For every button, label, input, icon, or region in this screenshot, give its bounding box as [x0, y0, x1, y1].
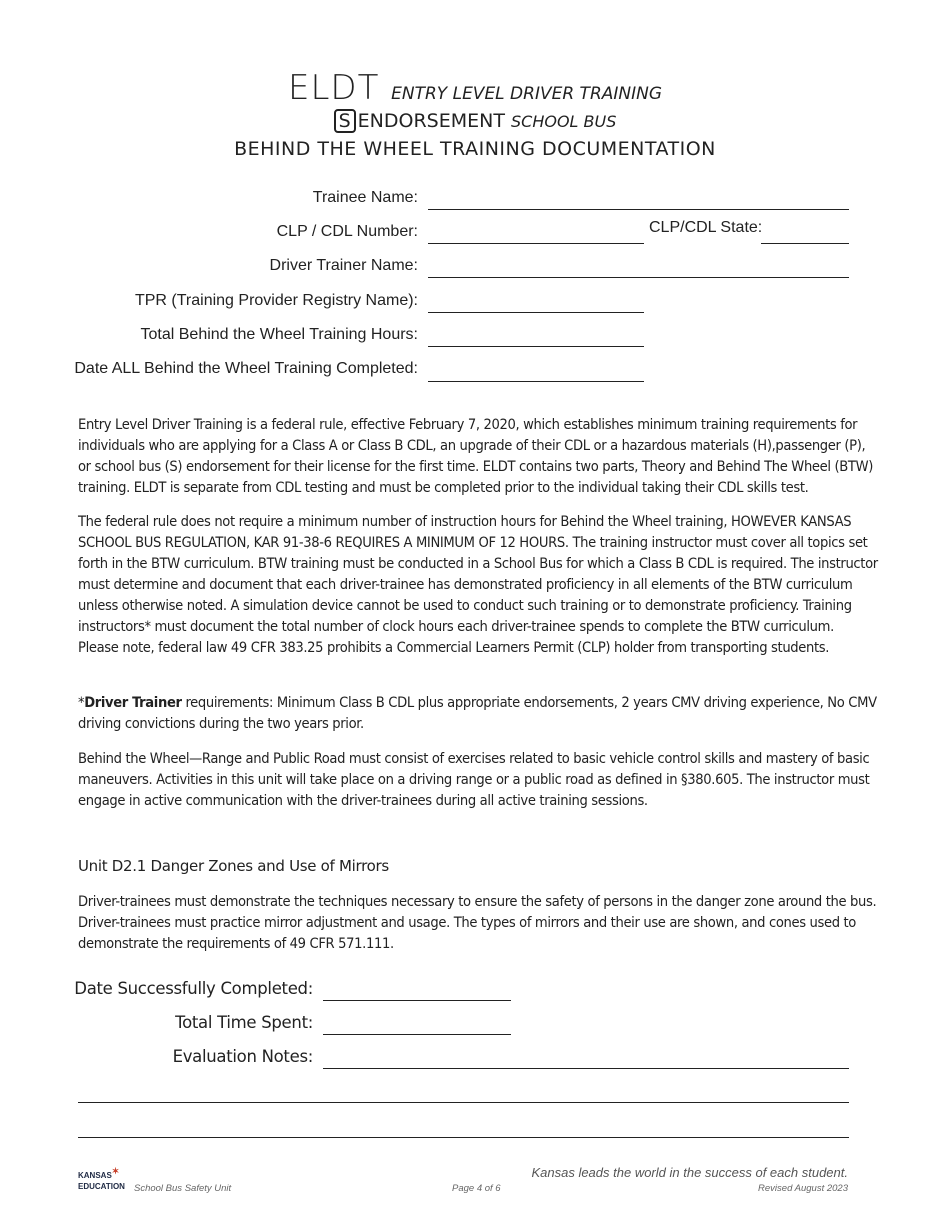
footnote-asterisk: * [78, 694, 85, 711]
driver-trainer-label: Driver Trainer Name: [269, 257, 418, 274]
total-hours-field[interactable] [428, 345, 644, 347]
logo-education: EDUCATION [78, 1182, 125, 1191]
driver-trainer-field[interactable] [428, 276, 849, 278]
date-completed-label: Date ALL Behind the Wheel Training Completed: [74, 360, 418, 377]
date-completed-field[interactable] [428, 380, 644, 382]
footer-page-number: Page 4 of 6 [452, 1183, 501, 1194]
eldt-intro-paragraph: Entry Level Driver Training is a federal rule, effective February 7, 2020, which establishes minimum training requirements for individuals who are applying for a Class A or Class B CDL, an upgrade of their CDL or a hazardous materials (H),passenger (P), or school bus (S) endorsement for their license for the first time. ELDT contains two parts, Theory and Behind The Wheel (BTW) training. ELDT is separate from CDL testing and must be completed prior to the individual taking their CDL skills test. [78, 416, 873, 496]
logo-kansas: KANSAS [78, 1171, 112, 1180]
unit-description: Driver-trainees must demonstrate the techniques necessary to ensure the safety of persons in the danger zone around the bus. Driver-trainees must practice mirror adjustment and usage. The types of mirrors and their use are shown, and cones used to demonstrate the requirements of 49 CFR 571.111. [78, 893, 877, 952]
unit-eval-notes-field[interactable] [323, 1067, 849, 1069]
footer-unit-name: School Bus Safety Unit [134, 1183, 232, 1194]
tpr-field[interactable] [428, 311, 644, 313]
tpr-label: TPR (Training Provider Registry Name): [134, 292, 418, 309]
eldt-title [0, 68, 950, 108]
footer-tagline: Kansas leads the world in the success of each student. [531, 1165, 848, 1180]
endorsement-word: ENDORSEMENT [357, 110, 505, 132]
clp-number-field[interactable] [428, 242, 644, 244]
trainee-name-label: Trainee Name: [312, 189, 418, 206]
footer-revised-date: Revised August 2023 [758, 1183, 848, 1194]
driver-trainer-requirements-text: requirements: Minimum Class B CDL plus appropriate endorsements, 2 years CMV driving experience, No CMV driving convictions during the two years prior. [78, 694, 877, 732]
document-title: BEHIND THE WHEEL TRAINING DOCUMENTATION [234, 138, 716, 160]
clp-number-label: CLP / CDL Number: [276, 223, 418, 240]
unit-time-spent-label: Total Time Spent: [175, 1013, 313, 1032]
unit-eval-notes-label: Evaluation Notes: [172, 1047, 313, 1066]
driver-trainer-bold: Driver Trainer [84, 694, 182, 711]
endorsement-title [0, 109, 950, 133]
unit-date-completed-field[interactable] [323, 999, 511, 1001]
unit-title: Unit D2.1 Danger Zones and Use of Mirrors [78, 857, 389, 875]
unit-date-completed-label: Date Successfully Completed: [74, 979, 313, 998]
clp-state-field[interactable] [761, 242, 849, 244]
trainee-name-field[interactable] [428, 208, 849, 210]
endorsement-letter-box: S [334, 109, 356, 133]
eldt-subtitle: ENTRY LEVEL DRIVER TRAINING [391, 84, 663, 104]
unit-time-spent-field[interactable] [323, 1033, 511, 1035]
range-public-road-paragraph: Behind the Wheel—Range and Public Road must consist of exercises related to basic vehicle control skills and mastery of basic maneuvers. Activities in this unit will take place on a driving range or a public road as defined in §380.605. The instructor must engage in active communication with the driver-trainees during all active training sessions. [78, 750, 870, 809]
eldt-acronym: ELDT [287, 68, 380, 108]
total-hours-label: Total Behind the Wheel Training Hours: [140, 326, 418, 343]
logo-star-icon: ✶ [111, 1166, 120, 1176]
endorsement-subtitle: SCHOOL BUS [511, 112, 617, 131]
kansas-education-logo [78, 1166, 125, 1192]
clp-state-label: CLP/CDL State: [649, 219, 763, 236]
driver-trainer-requirements-paragraph [78, 692, 878, 734]
unit-eval-notes-line-3[interactable] [78, 1136, 849, 1138]
unit-eval-notes-line-2[interactable] [78, 1101, 849, 1103]
btw-rule-paragraph: The federal rule does not require a minimum number of instruction hours for Behind the Wheel training, HOWEVER KANSAS SCHOOL BUS REGULATION, KAR 91-38-6 REQUIRES A MINIMUM OF 12 HOURS. The training instructor must cover all topics set forth in the BTW curriculum. BTW training must be conducted in a School Bus for which a Class B CDL is required. The instructor must determine and document that each driver-trainee has demonstrated proficiency in all elements of the BTW curriculum unless otherwise noted. A simulation device cannot be used to conduct such training or to demonstrate proficiency. Training instructors* must document the total number of clock hours each driver-trainee spends to complete the BTW curriculum. Please note, federal law 49 CFR 383.25 prohibits a Commercial Learners Permit (CLP) holder from transporting students. [78, 513, 878, 656]
